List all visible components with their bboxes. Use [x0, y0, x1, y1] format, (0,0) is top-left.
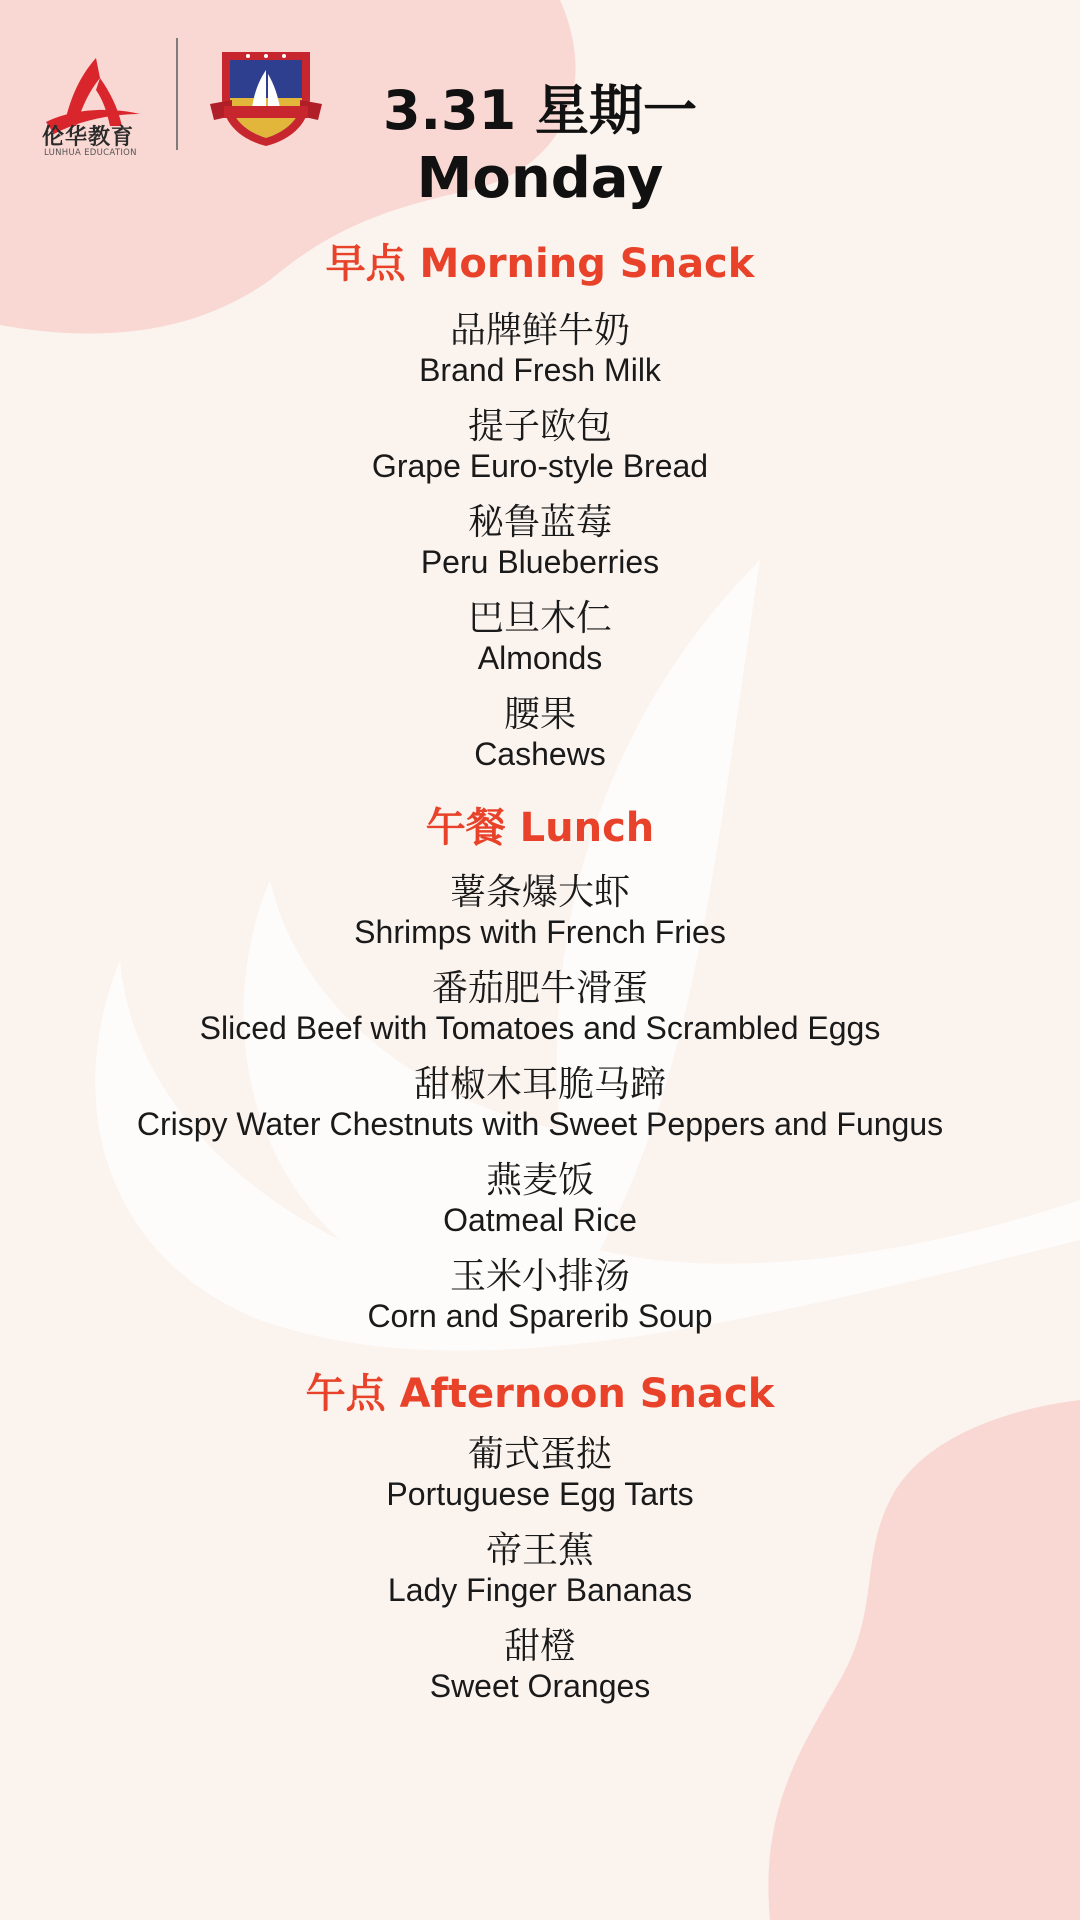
- menu-item-cn: 番茄肥牛滑蛋: [431, 968, 648, 1009]
- section-title-afternoon-snack: 午点 Afternoon Snack: [305, 1371, 775, 1417]
- menu-item-en: Corn and Sparerib Soup: [367, 1298, 713, 1334]
- menu-item-cn: 提子欧包: [467, 406, 612, 447]
- menu-item-en: Lady Finger Bananas: [387, 1572, 693, 1608]
- menu-item-cn: 玉米小排汤: [449, 1256, 630, 1297]
- menu-item-en: Grape Euro-style Bread: [371, 448, 709, 484]
- menu-item-en: Brand Fresh Milk: [419, 352, 661, 388]
- menu-item-cn: 薯条爆大虾: [449, 872, 630, 913]
- menu-item-en: Sweet Oranges: [429, 1668, 651, 1704]
- menu-item-en: Cashews: [474, 736, 606, 772]
- menu-item-en: Crispy Water Chestnuts with Sweet Peppers and Fungus: [136, 1106, 944, 1142]
- menu-item-cn: 燕麦饭: [485, 1160, 594, 1201]
- menu-item-en: Almonds: [477, 640, 603, 676]
- menu-item-cn: 葡式蛋挞: [467, 1434, 612, 1475]
- menu-item-en: Peru Blueberries: [420, 544, 660, 580]
- menu-item-cn: 帝王蕉: [485, 1530, 594, 1571]
- menu-item-cn: 巴旦木仁: [467, 598, 612, 639]
- date-title-en: Monday: [416, 146, 664, 211]
- menu-item-cn: 甜橙: [503, 1626, 576, 1667]
- menu-item-cn: 秘鲁蓝莓: [467, 502, 612, 543]
- section-title-lunch: 午餐 Lunch: [425, 805, 655, 851]
- menu-item-en: Shrimps with French Fries: [354, 914, 726, 950]
- menu-item-cn: 品牌鲜牛奶: [449, 310, 630, 351]
- menu-item-en: Oatmeal Rice: [443, 1202, 637, 1238]
- menu-item-en: Sliced Beef with Tomatoes and Scrambled Eggs: [199, 1010, 881, 1046]
- menu-item-en: Portuguese Egg Tarts: [386, 1476, 694, 1512]
- date-title-cn: 3.31 星期一: [382, 79, 698, 142]
- lunhua-brand-text: 伦华教育: [42, 125, 135, 150]
- section-title-morning-snack: 早点 Morning Snack: [325, 241, 755, 287]
- menu-item-cn: 腰果: [503, 694, 576, 735]
- menu-item-cn: 甜椒木耳脆马蹄: [413, 1064, 666, 1105]
- lunhua-brand-subtext: LUNHUA EDUCATION: [44, 148, 137, 158]
